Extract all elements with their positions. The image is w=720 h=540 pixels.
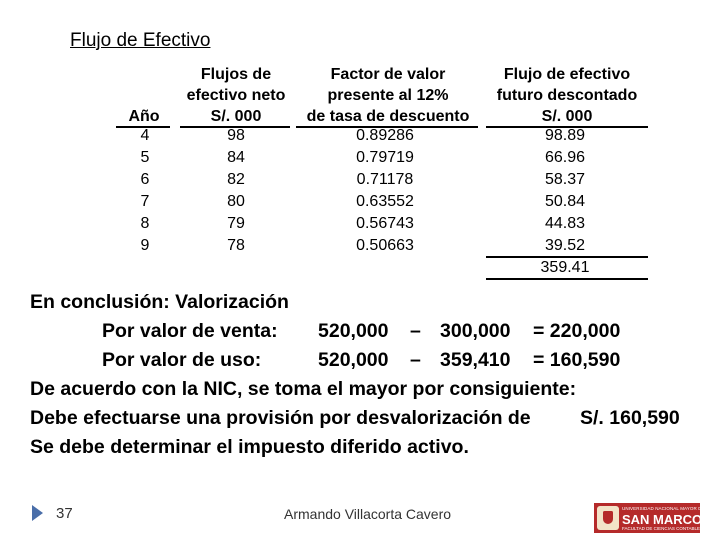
cell-ano: 7 <box>140 193 150 210</box>
header-factor <box>290 64 486 127</box>
header-flujos-line3: S/. 000 <box>210 108 262 125</box>
venta-minus: – <box>410 320 421 342</box>
header-factor-line2: presente al 12% <box>327 87 449 104</box>
cell-factor: 0.63552 <box>356 193 414 210</box>
logo-top-text: UNIVERSIDAD NACIONAL MAYOR DE <box>622 506 705 511</box>
uso-minus: – <box>410 349 421 371</box>
venta-b: 300,000 <box>440 320 511 342</box>
cell-descontado: 58.37 <box>544 171 586 188</box>
cell-descontado: 50.84 <box>544 193 586 210</box>
cell-flujo-neto: 84 <box>227 149 245 166</box>
table-row <box>0 169 720 191</box>
uso-b: 359,410 <box>440 349 511 371</box>
table-row <box>0 235 720 257</box>
total-value: 359.41 <box>540 259 590 276</box>
header-ano: Año <box>128 108 160 125</box>
provision-statement: Debe efectuarse una provisión por desvalorización de <box>30 407 531 429</box>
table-row <box>0 125 720 147</box>
header-flujos-line2: efectivo neto <box>186 87 286 104</box>
nic-statement: De acuerdo con la NIC, se toma el mayor por consiguiente: <box>30 378 577 400</box>
university-logo <box>594 503 711 533</box>
provision-amount: S/. 160,590 <box>580 407 680 429</box>
cell-descontado: 98.89 <box>544 127 586 144</box>
cell-flujo-neto: 78 <box>227 237 245 254</box>
cell-factor: 0.56743 <box>356 215 414 232</box>
table-row <box>0 191 720 213</box>
conclusion-heading: En conclusión: Valorización <box>30 291 289 313</box>
cell-descontado: 66.96 <box>544 149 586 166</box>
cell-ano: 4 <box>140 127 150 144</box>
header-flujos-line1: Flujos de <box>200 66 272 83</box>
logo-bottom-text: FACULTAD DE CIENCIAS CONTABLES <box>622 526 704 531</box>
author-name: Armando Villacorta Cavero <box>284 506 452 522</box>
uso-a: 520,000 <box>318 349 389 371</box>
impuesto-statement: Se debe determinar el impuesto diferido activo. <box>30 436 469 458</box>
venta-result: = 220,000 <box>533 320 621 342</box>
table-row <box>0 213 720 235</box>
cell-factor: 0.50663 <box>356 237 414 254</box>
cell-flujo-neto: 79 <box>227 215 245 232</box>
header-flujo-descontado <box>484 64 650 127</box>
header-factor-line3: de tasa de descuento <box>306 108 470 125</box>
header-flujos <box>176 64 296 127</box>
uso-label: Por valor de uso: <box>102 349 262 371</box>
cell-flujo-neto: 80 <box>227 193 245 210</box>
cell-ano: 9 <box>140 237 150 254</box>
header-descontado-line3: S/. 000 <box>541 108 593 125</box>
header-descontado-line1: Flujo de efectivo <box>503 66 631 83</box>
slide-arrow-icon <box>32 505 43 521</box>
venta-label: Por valor de venta: <box>102 320 278 342</box>
cell-ano: 5 <box>140 149 150 166</box>
seal-icon <box>597 506 619 530</box>
cell-descontado: 44.83 <box>544 215 586 232</box>
cell-factor: 0.71178 <box>356 171 414 188</box>
total-rule-bottom <box>486 278 648 280</box>
cell-descontado: 39.52 <box>544 237 586 254</box>
table-row <box>0 147 720 169</box>
uso-result: = 160,590 <box>533 349 621 371</box>
header-descontado-line2: futuro descontado <box>496 87 638 104</box>
cell-flujo-neto: 82 <box>227 171 245 188</box>
cell-ano: 6 <box>140 171 150 188</box>
venta-a: 520,000 <box>318 320 389 342</box>
cell-flujo-neto: 98 <box>227 127 245 144</box>
cell-factor: 0.89286 <box>356 127 414 144</box>
page-number: 37 <box>56 505 73 522</box>
header-factor-line1: Factor de valor <box>330 66 446 83</box>
section-title: Flujo de Efectivo <box>70 30 211 51</box>
cell-ano: 8 <box>140 215 150 232</box>
cell-factor: 0.79719 <box>356 149 414 166</box>
logo-main-text: SAN MARCOS <box>622 512 711 527</box>
